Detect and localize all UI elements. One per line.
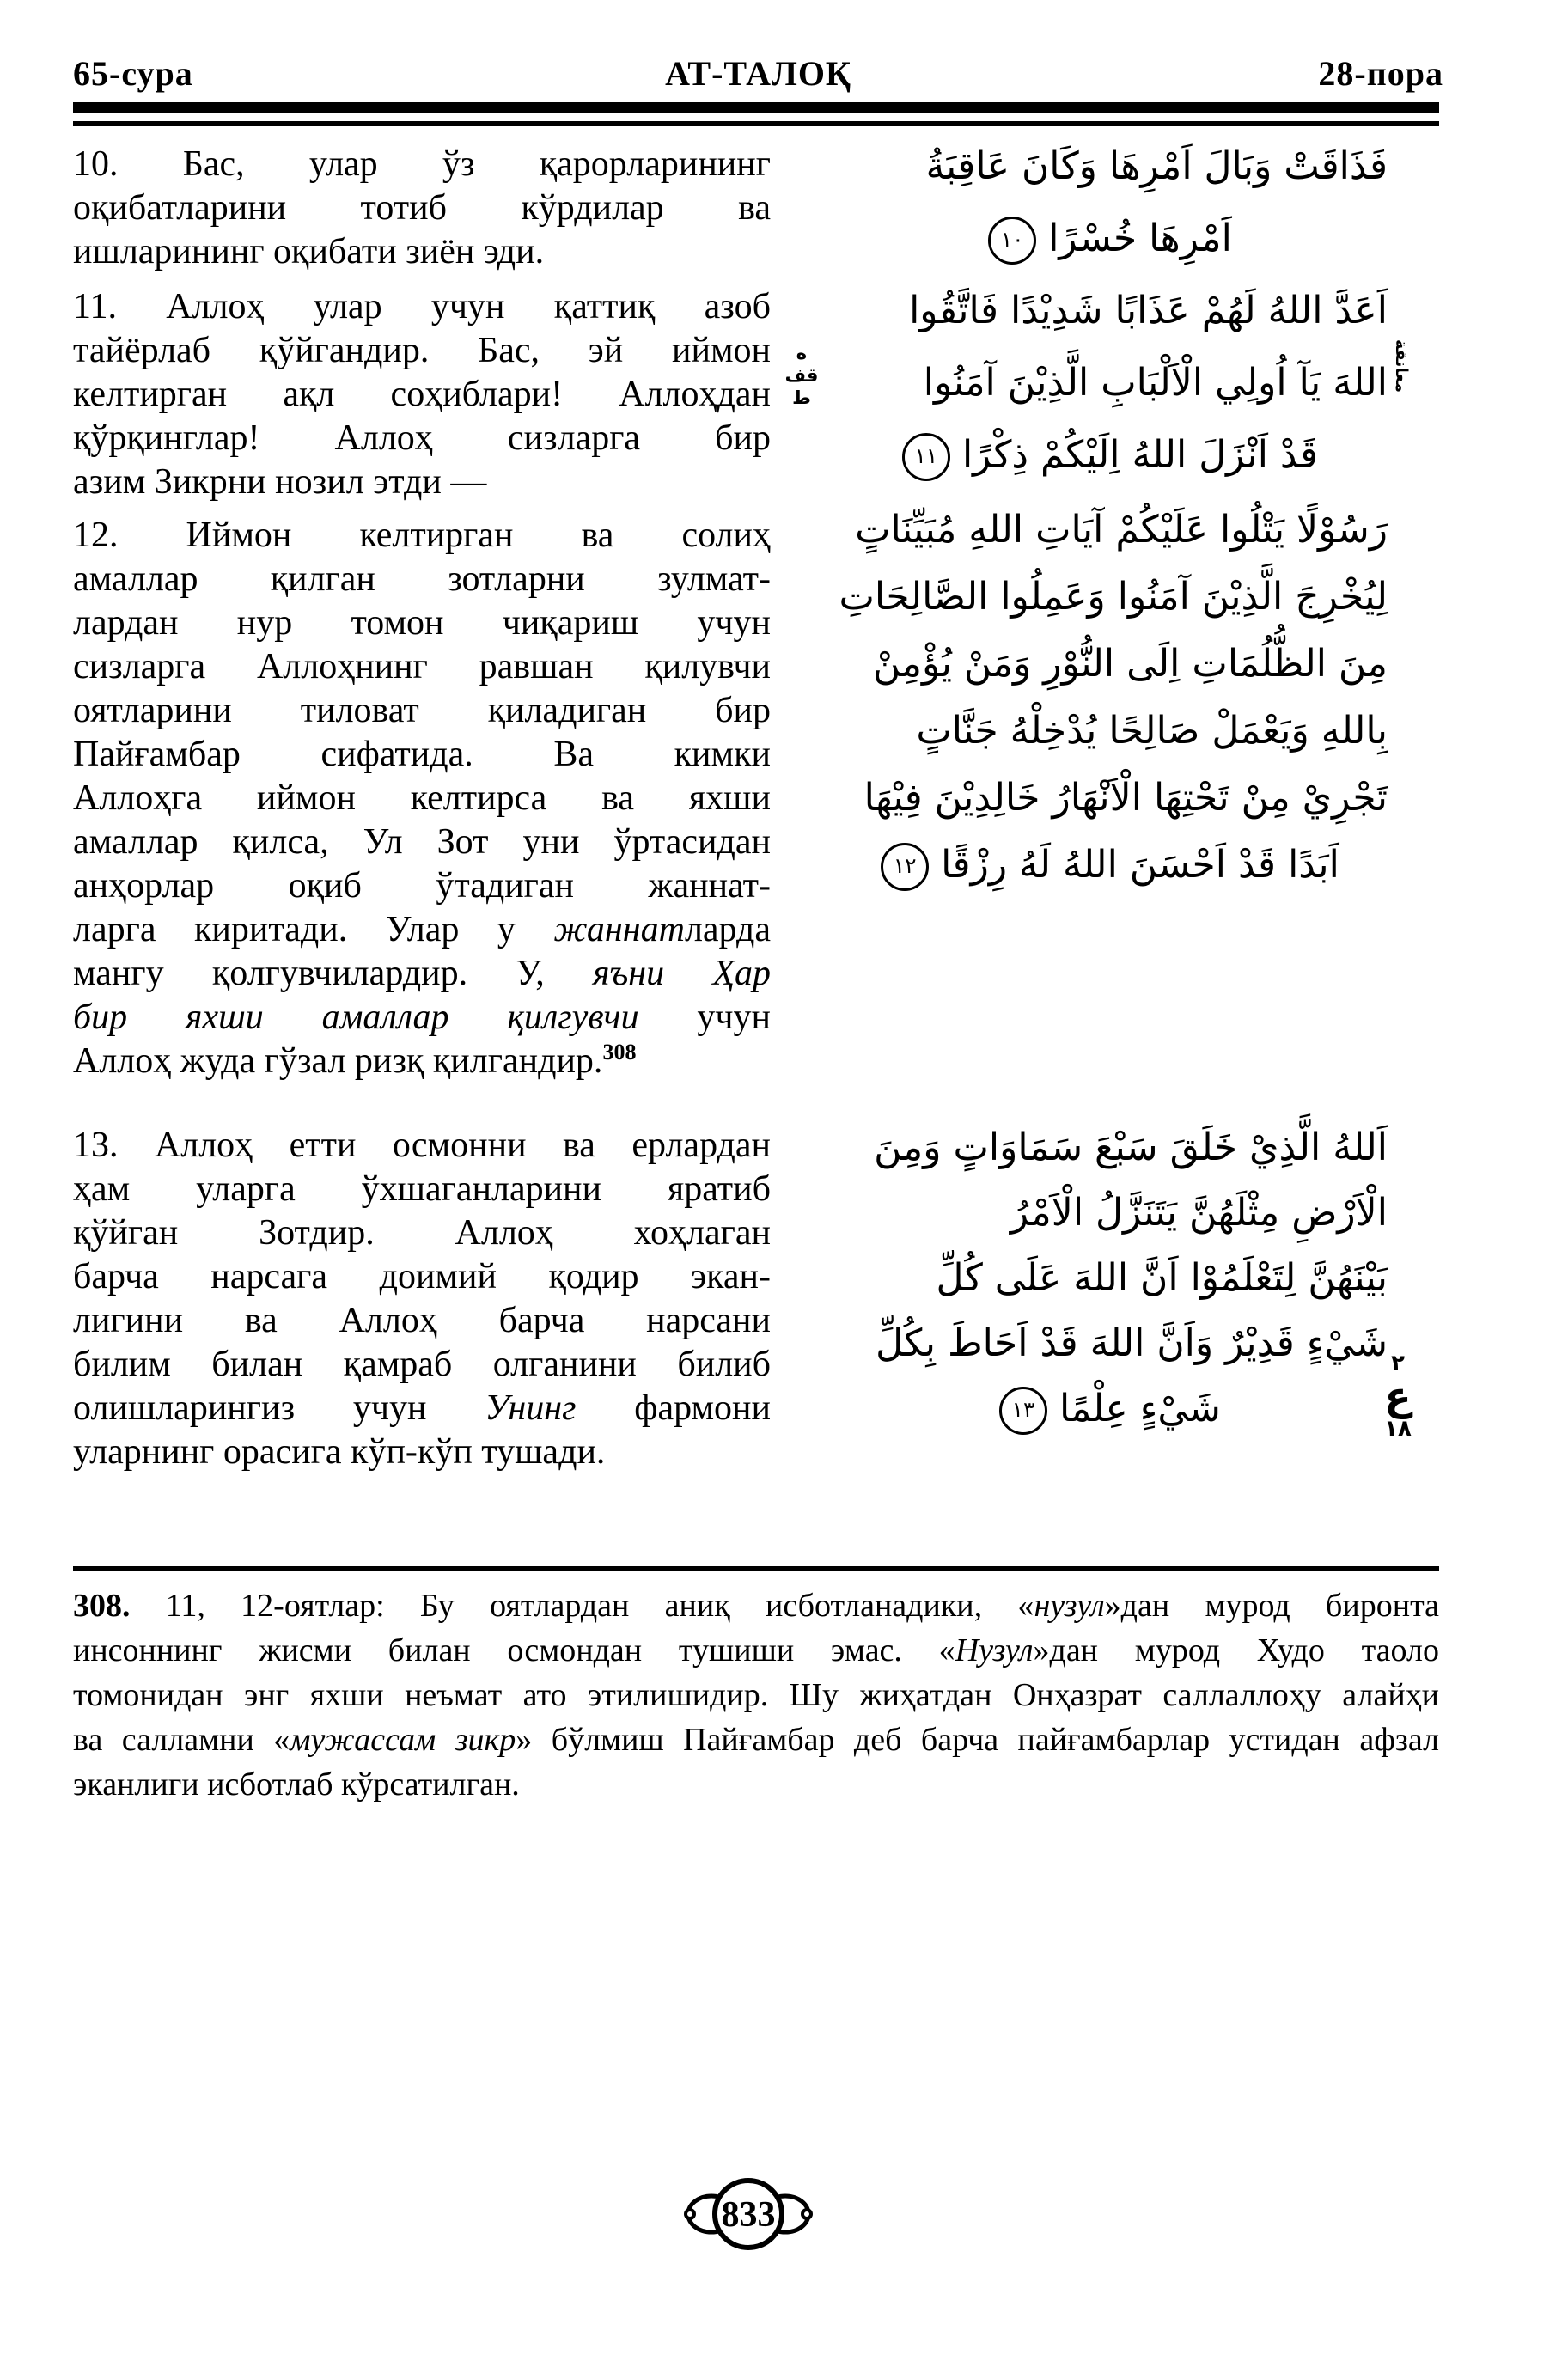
text-line: [73, 864, 771, 908]
text-line: [73, 230, 771, 274]
text-line: [821, 131, 1388, 203]
footnote-rule: [73, 1566, 1439, 1571]
footnote-308: [73, 1583, 1439, 1807]
text-segment: мужассам зикр: [290, 1722, 516, 1758]
text-segment: ларга киритади. Улар у: [73, 910, 554, 949]
text-segment: لِيُخْرِجَ الَّذِيْنَ آمَنُوا وَعَمِلُوا الصَّالِحَاتِ: [839, 575, 1388, 619]
text-line: [821, 631, 1388, 698]
text-line: [73, 461, 771, 504]
text-segment: فَذَاقَتْ وَبَالَ اَمْرِهَا وَكَانَ عَاقِبَةُ: [925, 144, 1388, 188]
text-line: [73, 733, 771, 777]
ruku-ayah-count: ۱۸: [1384, 1415, 1412, 1442]
text-segment: ишларининг оқибати зиён эди.: [73, 232, 545, 271]
text-segment: رَسُوْلًا يَتْلُوا عَلَيْكُمْ آيَاتِ اللهِ مُبَيِّنَاتٍ: [855, 508, 1388, 552]
text-segment: Унинг: [485, 1388, 577, 1428]
text-segment: اَمْرِهَا خُسْرًا: [1048, 217, 1232, 260]
text-line: [821, 347, 1388, 419]
juz-number: 28-пора: [1318, 54, 1443, 93]
text-segment: лигини ва Аллоҳ барча нарсани: [73, 1301, 771, 1340]
text-line: [73, 1387, 771, 1431]
ayah-marker: ١٢: [881, 843, 929, 891]
text-segment: »дан мурод биронта: [1104, 1588, 1439, 1624]
text-line: [73, 1673, 1439, 1717]
text-segment: اَعَدَّ اللهُ لَهُمْ عَذَابًا شَدِيْدًا فَاتَّقُوا: [909, 289, 1388, 332]
text-segment: 11, 12-оятлар: Бу оятлардан аниқ исботланадики, «: [130, 1588, 1034, 1624]
text-segment: ларда: [684, 910, 771, 949]
text-segment: фармони: [576, 1388, 771, 1428]
text-line: [73, 1255, 771, 1299]
text-segment: 308: [602, 1040, 637, 1065]
ruku-count: ۲: [1391, 1351, 1405, 1376]
header-double-rule: [73, 102, 1439, 126]
page-number: 833: [721, 2195, 776, 2235]
text-segment: قَدْ اَنْزَلَ اللهُ اِلَيْكُمْ ذِكْرًا: [961, 433, 1319, 477]
text-line: [821, 419, 1388, 491]
text-line: [73, 1583, 1439, 1628]
text-segment: »дан мурод Худо таоло: [1033, 1632, 1440, 1668]
text-line: [73, 1040, 771, 1083]
text-line: [73, 996, 771, 1040]
waqf-mark: قف: [784, 365, 819, 386]
page-header: [73, 53, 1443, 94]
text-segment: томонидан энг яхши неъмат ато этилишидир. Шу жиҳатдан Онҳазрат саллаллоҳу алайҳи: [73, 1677, 1439, 1713]
text-segment: инсоннинг жисми билан осмондан тушиши эмас. «: [73, 1632, 955, 1668]
text-line: [73, 1299, 771, 1343]
text-line: [73, 143, 771, 186]
text-segment: мангу қолгувчилардир. У,: [73, 954, 593, 993]
paragraph-verse-13: [73, 1124, 771, 1474]
text-segment: билим билан қамраб олганини билиб: [73, 1345, 771, 1384]
sura-title: АТ-ТАЛОҚ: [665, 54, 851, 93]
text-line: [73, 952, 771, 996]
text-line: [73, 777, 771, 821]
text-segment: олишларингиз учун: [73, 1388, 485, 1428]
text-segment: اَللهُ الَّذِيْ خَلَقَ سَبْعَ سَمَاوَاتٍ وَمِنَ: [874, 1126, 1388, 1169]
text-segment: қўрқинглар! Аллоҳ сизларга бир: [73, 418, 771, 458]
text-segment: бир яхши амаллар қилгувчи: [73, 997, 639, 1037]
text-line: [73, 1124, 771, 1168]
text-line: [73, 329, 771, 373]
text-segment: بِاللهِ وَيَعْمَلْ صَالِحًا يُدْخِلْهُ جَنَّاتٍ: [916, 709, 1388, 753]
text-segment: лардан нур томон чиқариш учун: [73, 603, 771, 643]
text-line: [821, 1115, 1388, 1180]
text-segment: тайёрлаб қўйгандир. Бас, эй иймон: [73, 331, 771, 370]
text-line: [73, 1762, 1439, 1807]
waqf-mark: ه: [796, 343, 808, 363]
text-segment: уларнинг орасига кўп-кўп тушади.: [73, 1432, 606, 1472]
text-segment: эканлиги исботлаб кўрсатилган.: [73, 1766, 520, 1803]
text-segment: азим Зикрни нозил этди —: [73, 462, 487, 502]
text-line: [821, 1246, 1388, 1311]
ain-mark: ع: [1384, 1373, 1412, 1420]
text-segment: اللهَ يَآ اُولِي الْاَلْبَابِ الَّذِيْنَ آمَنُوا: [923, 361, 1388, 405]
translation-column: [73, 143, 771, 1474]
margin-note: معانقة: [1392, 339, 1411, 393]
arabic-block-ayah-12: [821, 497, 1388, 899]
text-segment: Нузул: [955, 1632, 1034, 1668]
ayah-marker: ١١: [902, 433, 950, 481]
text-line: [73, 645, 771, 689]
text-line: [73, 1628, 1439, 1673]
text-line: [73, 285, 771, 329]
text-segment: жаннат: [553, 910, 685, 949]
text-line: [73, 558, 771, 601]
text-line: [73, 373, 771, 417]
text-line: [73, 1717, 1439, 1762]
arabic-block-ayah-10-11: [821, 131, 1388, 491]
text-segment: 13. Аллоҳ етти осмонни ва ерлардан: [73, 1126, 771, 1165]
text-line: [73, 689, 771, 733]
text-line: [821, 203, 1388, 275]
text-line: [73, 514, 771, 558]
paragraph-verse-10: [73, 143, 771, 274]
text-line: [821, 765, 1388, 832]
text-segment: 10. Бас, улар ўз қарорларининг: [73, 144, 771, 184]
text-segment: оятларини тиловат қиладиган бир: [73, 691, 771, 730]
text-segment: ва салламни «: [73, 1722, 290, 1758]
text-segment: нузул: [1034, 1588, 1105, 1624]
text-segment: اَبَدًا قَدْ اَحْسَنَ اللهُ لَهُ رِزْقًا: [941, 843, 1339, 887]
text-line: [821, 275, 1388, 347]
text-line: [73, 821, 771, 864]
text-line: [821, 1376, 1388, 1442]
text-segment: яъни Ҳар: [592, 954, 771, 993]
arabic-block-ayah-13: [821, 1115, 1388, 1442]
waqf-marks-stack: [780, 342, 823, 409]
text-segment: учун: [638, 997, 771, 1037]
text-segment: 11. Аллоҳ улар учун қаттиқ азоб: [73, 287, 771, 326]
text-segment: 12. Иймон келтирган ва солиҳ: [73, 515, 771, 555]
text-segment: сизларга Аллоҳнинг равшан қилувчи: [73, 647, 771, 686]
text-line: [821, 1311, 1388, 1376]
text-line: [73, 186, 771, 230]
text-line: [73, 1343, 771, 1387]
text-segment: келтирган ақл соҳиблари! Аллоҳдан: [73, 375, 771, 414]
text-segment: بَيْنَهُنَّ لِتَعْلَمُوْا اَنَّ اللهَ عَلَى كُلِّ: [936, 1256, 1388, 1300]
text-line: [73, 1168, 771, 1211]
cartouche-ornament: [683, 2175, 814, 2253]
text-segment: Аллоҳга иймон келтирса ва яхши: [73, 778, 771, 818]
paragraph-verse-11: [73, 285, 771, 504]
text-segment: Аллоҳ жуда гўзал ризқ қилгандир.: [73, 1041, 603, 1081]
text-segment: барча нарсага доимий қодир экан-: [73, 1257, 771, 1296]
text-line: [73, 1211, 771, 1255]
text-segment: ҳам уларга ўхшаганларини яратиб: [73, 1169, 771, 1209]
text-line: [821, 698, 1388, 765]
text-segment: қўйган Зотдир. Аллоҳ хоҳлаган: [73, 1213, 771, 1253]
text-line: [73, 601, 771, 645]
text-segment: амаллар қилса, Ул Зот уни ўртасидан: [73, 822, 771, 862]
text-segment: مِنَ الظُّلُمَاتِ اِلَى النُّوْرِ وَمَنْ يُؤْمِنْ: [872, 642, 1388, 686]
paragraph-verse-12: [73, 514, 771, 1083]
text-segment: تَجْرِيْ مِنْ تَحْتِهَا الْاَنْهَارُ خَالِدِيْنَ فِيْهَا: [863, 776, 1388, 820]
text-segment: الْاَرْضِ مِثْلَهُنَّ يَتَنَزَّلُ الْاَمْرُ: [1010, 1191, 1388, 1235]
text-line: [821, 832, 1388, 899]
text-segment: амаллар қилган зотларни зулмат-: [73, 559, 771, 599]
page-number-cartouche: [683, 2175, 814, 2253]
waqf-mark: ط: [792, 387, 811, 408]
text-line: [73, 1431, 771, 1474]
text-line: [73, 908, 771, 952]
sura-number: 65-сура: [73, 54, 193, 93]
ruku-marker: [1373, 1352, 1423, 1441]
ayah-marker: ١٣: [999, 1387, 1047, 1435]
text-segment: شَيْءٍ عِلْمًا: [1059, 1387, 1221, 1431]
text-line: [73, 417, 771, 461]
text-segment: شَيْءٍ قَدِيْرٌ وَاَنَّ اللهَ قَدْ اَحَاطَ بِكُلِّ: [876, 1321, 1388, 1365]
text-segment: анҳорлар оқиб ўтадиган жаннат-: [73, 866, 771, 906]
text-segment: оқибатларини тотиб кўрдилар ва: [73, 188, 771, 228]
ayah-marker: ١٠: [988, 217, 1036, 265]
text-line: [821, 1180, 1388, 1246]
text-segment: Пайғамбар сифатида. Ва кимки: [73, 735, 771, 774]
text-line: [821, 564, 1388, 631]
text-segment: » бўлмиш Пайғамбар деб барча пайғамбарлар устидан афзал: [516, 1722, 1439, 1758]
text-segment: 308.: [73, 1588, 131, 1624]
text-line: [821, 497, 1388, 564]
